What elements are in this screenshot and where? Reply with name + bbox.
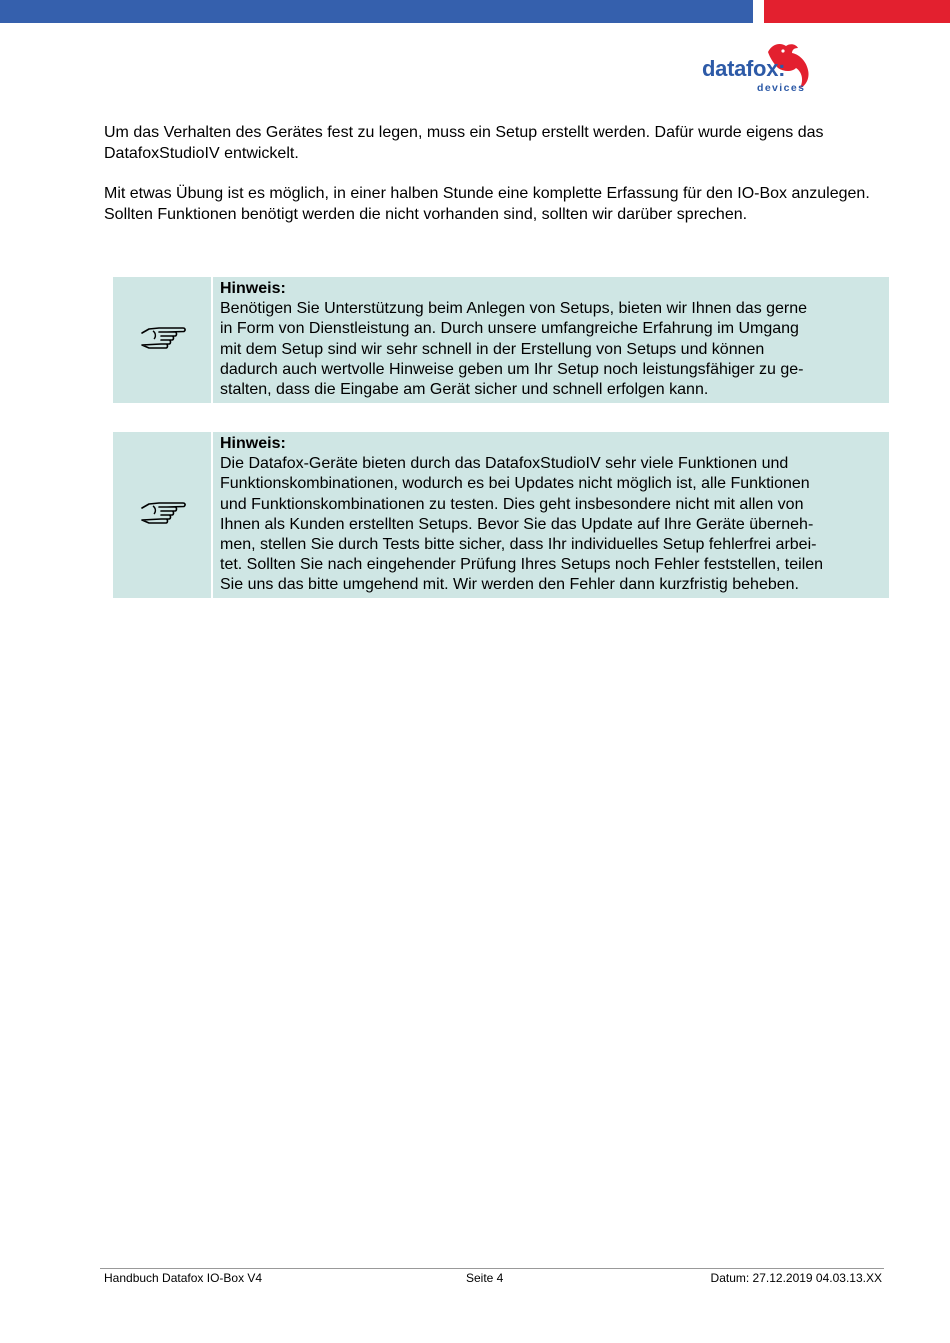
hint-line: men, stellen Sie durch Tests bitte sicher, dass Ihr individuelles Setup fehlerfrei arbei-: [220, 536, 817, 554]
hint-line: mit dem Setup sind wir sehr schnell in der Erstellung von Setups und können: [220, 340, 765, 358]
hint-line: stalten, dass die Eingabe am Gerät sicher und schnell erfolgen kann.: [220, 381, 709, 399]
hint-text: [220, 279, 886, 400]
intro-paragraph: Um das Verhalten des Gerätes fest zu legen, muss ein Setup erstellt werden. Dafür wurde eigens das DatafoxStudioIV entwickelt.: [104, 124, 824, 162]
footer-divider: [100, 1268, 884, 1269]
hint-line: in Form von Dienstleistung an. Durch unsere umfangreiche Erfahrung im Umgang: [220, 320, 799, 338]
header-blue-bar: [0, 0, 753, 23]
hint-text: [220, 434, 886, 596]
hint-box: [113, 277, 889, 403]
hint-line: dadurch auch wertvolle Hinweise geben um Ihr Setup noch leistungsfähiger zu ge-: [220, 360, 804, 378]
hint-line: tet. Sollten Sie nach eingehender Prüfung Ihres Setups noch Fehler feststellen, teilen: [220, 556, 824, 574]
hint-title: Hinweis:: [220, 280, 286, 297]
hint-line: und Funktionskombinationen zu testen. Dies geht insbesondere nicht mit allen von: [220, 495, 804, 513]
datafox-logo: [700, 42, 820, 94]
hint-line: Benötigen Sie Unterstützung beim Anlegen von Setups, bieten wir Ihnen das gerne: [220, 300, 808, 318]
hint-line: Die Datafox-Geräte bieten durch das DatafoxStudioIV sehr viele Funktionen und: [220, 455, 789, 473]
pointing-hand-icon: [139, 498, 187, 528]
second-paragraph: Mit etwas Übung ist es möglich, in einer halben Stunde eine komplette Erfassung für den IO-Box anzulegen. Sollten Funktionen benötigt werden die nicht vorhanden sind, sollten wir darüber sprechen.: [104, 185, 870, 223]
footer-date: Datum: 27.12.2019 04.03.13.XX: [710, 1271, 882, 1285]
footer-document-title: Handbuch Datafox IO-Box V4: [104, 1271, 263, 1285]
hint-box: [113, 432, 889, 598]
hint-line: Ihnen als Kunden erstellten Setups. Bevor Sie das Update auf Ihre Geräte überneh-: [220, 515, 814, 533]
logo-subtitle: devices: [757, 82, 806, 94]
hint-icon-cell: [113, 432, 213, 598]
hint-line: Sie uns das bitte umgehend mit. Wir werden den Fehler dann kurzfristig beheben.: [220, 576, 799, 594]
logo-wordmark: datafox:: [702, 56, 786, 81]
header-red-bar: [764, 0, 950, 23]
hint-line: Funktionskombinationen, wodurch es bei Updates nicht möglich ist, alle Funktionen: [220, 475, 810, 493]
hint-icon-cell: [113, 277, 213, 403]
footer-page-number: Seite 4: [466, 1271, 504, 1285]
hint-title: Hinweis:: [220, 435, 286, 452]
pointing-hand-icon: [139, 323, 187, 353]
